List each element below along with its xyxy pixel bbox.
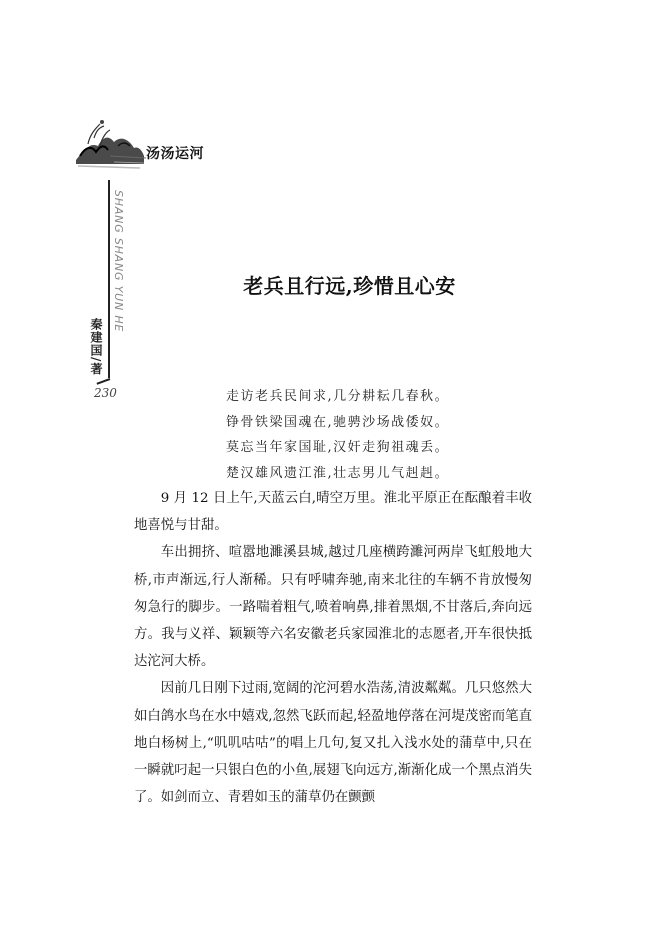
side-pinyin-caption: SHANG SHANG YUN HE <box>112 190 125 333</box>
side-divider-tick <box>97 378 111 385</box>
paragraph: 9 月 12 日上午,天蓝云白,晴空万里。淮北平原正在酝酿着丰收地喜悦与甘甜。 <box>134 491 532 534</box>
poem-line: 走访老兵民间求,几分耕耘几春秋。 <box>226 389 450 404</box>
article-title: 老兵且行远,珍惜且心安 <box>243 274 456 298</box>
poem <box>226 384 526 486</box>
poem-line: 莫忘当年家国耻,汉奸走狗祖魂丢。 <box>226 440 450 456</box>
book-title: 汤汤运河 <box>146 146 204 162</box>
poem-line: 铮骨铁梁国魂在,驰骋沙场战倭奴。 <box>226 414 450 430</box>
side-author-caption: 秦建国/著 <box>89 318 103 376</box>
page-number: 230 <box>94 386 117 400</box>
paragraph: 因前几日刚下过雨,宽阔的沱河碧水浩荡,清波粼粼。几只悠然大如白鸽水鸟在水中嬉戏,忽然飞跃而起,轻盈地停落在河堤茂密而笔直地白杨树上,“叽叽咕咕”的唱上几句,复又扎入浅水处的蒲草中,只在一瞬就叼起一只银白色的小鱼,展翅飞向远方,渐渐化成一个黑点消失了。如剑而立、青碧如玉的蒲草仍在颤颤 <box>134 681 532 806</box>
poem-line: 楚汉雄风遗江淮,壮志男儿气赳赳。 <box>226 465 450 481</box>
article-body <box>134 485 532 811</box>
paragraph: 车出拥挤、喧嚣地濉溪县城,越过几座横跨濉河两岸飞虹般地大桥,市声渐远,行人渐稀。只有呼啸奔驰,南来北往的车辆不肯放慢匆匆急行的脚步。一路喘着粗气,喷着响鼻,排着黑烟,不甘落后,奔向远方。我与义祥、颖颖等六名安徽老兵家园淮北的志愿者,开车很快抵达沱河大桥。 <box>134 545 532 670</box>
ink-landscape-icon <box>74 116 146 172</box>
